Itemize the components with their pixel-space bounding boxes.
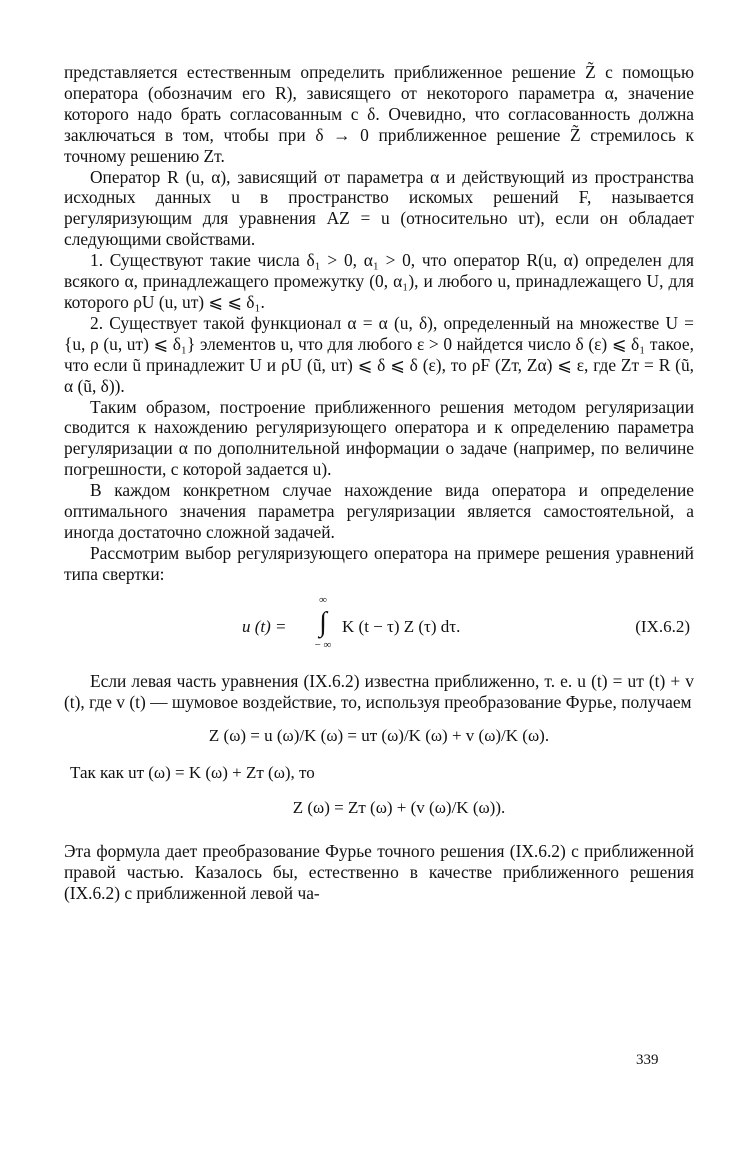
equation-number: (IX.6.2) (635, 616, 690, 636)
paragraph-5: Таким образом, построение приближенного решения методом регуляризации сводится к нахождению регуляризующего оператора и к определению параметра регуляризации α по дополнительной информации о задаче (например, по величине погрешности, с которой задается u). (64, 396, 694, 480)
page-body (64, 62, 694, 904)
paragraph-8: Если левая часть уравнения (IX.6.2) известна приближенно, т. е. u (t) = uт (t) + v (t), где v (t) — шумовое воздействие, то, используя преобразование Фурье, получаем (64, 670, 694, 712)
equation-fourier: Z (ω) = u (ω)/K (ω) = uт (ω)/K (ω) + v (ω)/K (ω). (208, 726, 550, 746)
integral-upper-limit: ∞ (319, 593, 327, 606)
equation-convolution (64, 595, 694, 657)
paragraph-7: Рассмотрим выбор регуляризующего оператора на примере решения уравнений типа свертки: (64, 542, 694, 584)
paragraph-1: представляется естественным определить приближенное решение Z̃ с помощью оператора (обозначим его R), зависящего от некоторого параметра α, значение которого надо брать согласованным с δ. Очевидно, что согласованность должна заключаться в том, чтобы при δ → 0 приближенное решение Z̃ стремилось к точному решению Zт. (64, 62, 694, 166)
paragraph-last: Эта формула дает преобразование Фурье точного решения (IX.6.2) с приближенной правой частью. Казалось бы, естественно в качестве приближенного решения (IX.6.2) с приближенной левой ча- (64, 841, 694, 903)
page-number: 339 (636, 1052, 659, 1068)
paragraph-4: 2. Существует такой функционал α = α (u, δ), определенный на множестве U = {u, ρ (u, uт) ⩽ δ₁} элементов u, что для любого ε > 0 найдется число δ (ε) ⩽ δ₁ такое, что если ũ принадлежит U и ρU (ũ, uт) ⩽ δ ⩽ δ (ε), то ρF (Zт, Zα) ⩽ ε, где Zт = R (ũ, α (ũ, δ)). (64, 312, 694, 396)
integral-sign: ∫ (319, 606, 327, 638)
equation-lhs: u (t) = (242, 616, 287, 636)
paragraph-3: 1. Существуют такие числа δ₁ > 0, α₁ > 0, что оператор R(u, α) определен для всякого α, принадлежащего промежутку (0, α₁), и любого u, принадлежащего U, для которого ρU (u, uт) ⩽ ⩽ δ₁. (64, 250, 694, 312)
equation-result: Z (ω) = Zт (ω) + (v (ω)/K (ω)). (292, 798, 506, 818)
line-so: Так как uт (ω) = K (ω) + Zт (ω), то (70, 763, 315, 783)
paragraph-2: Оператор R (u, α), зависящий от параметра α и действующий из пространства исходных данных u в пространство искомых решений F, называется регуляризующим для уравнения AZ = u (относительно uт), если он обладает следующими свойствами. (64, 166, 694, 250)
paragraph-6: В каждом конкретном случае нахождение вида оператора и определение оптимального значения параметра регуляризации является самостоятельной, а иногда достаточно сложной задачей. (64, 480, 694, 542)
equation-integrand: K (t − τ) Z (τ) dτ. (342, 616, 461, 636)
integral-lower-limit: − ∞ (314, 638, 332, 651)
integral (314, 595, 332, 651)
